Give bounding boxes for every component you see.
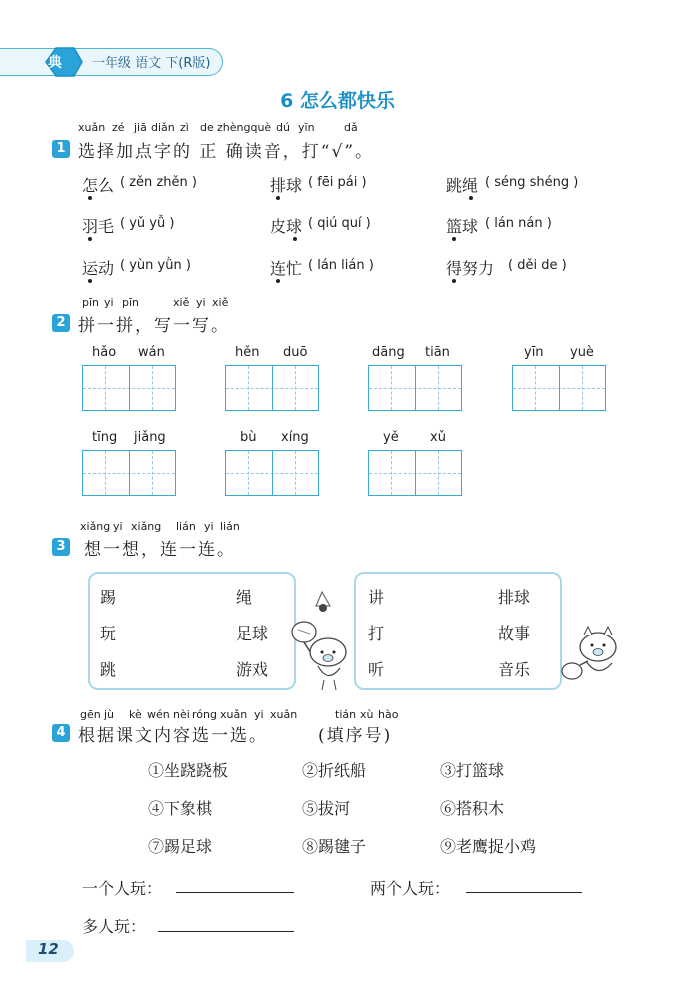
pinyin-label: jiǎng (134, 430, 166, 445)
q4-pinyin-10: tián (335, 708, 357, 721)
pinyin-label: yīn (524, 345, 544, 360)
q1-number-badge: 1 (52, 140, 70, 158)
q1-options: ( zěn zhěn ) (120, 175, 197, 190)
q1-word: 怎么 (82, 176, 115, 195)
q1-options: ( séng shéng ) (485, 175, 579, 190)
pinyin-label: xíng (281, 430, 309, 445)
q1-pinyin-5: zì (180, 121, 189, 134)
q1-pinyin-2: zé (112, 121, 125, 134)
blank-label-two-people: 两个人玩： (370, 879, 451, 898)
pinyin-label: dāng (372, 345, 405, 360)
match-word[interactable]: 讲 (368, 588, 385, 607)
q2-pinyin-1: pīn (82, 296, 100, 309)
q4-option: ④下象棋 (148, 799, 213, 818)
q2-pinyin-4: xiě (173, 296, 190, 309)
q1-pinyin-8: dú (276, 121, 290, 134)
answer-blank[interactable] (158, 931, 294, 932)
pinyin-label: hěn (235, 345, 260, 360)
match-panel-right (354, 572, 562, 690)
match-word[interactable]: 音乐 (498, 660, 531, 679)
blank-label-one-person: 一个人玩： (82, 879, 163, 898)
match-word[interactable]: 绳 (236, 588, 253, 607)
match-word[interactable]: 足球 (236, 624, 269, 643)
page-number-tab (26, 940, 74, 962)
blank-label-many-people: 多人玩： (82, 917, 147, 936)
q1-options: ( lán lián ) (308, 258, 374, 273)
pinyin-label: wán (138, 345, 165, 360)
q4-pinyin-11: xù (360, 708, 374, 721)
q4-option: ③打篮球 (440, 761, 505, 780)
q4-option: ⑨老鹰捉小鸡 (440, 837, 537, 856)
q2-pinyin-6: xiě (212, 296, 229, 309)
q4-option: ⑥搭积木 (440, 799, 505, 818)
q1-word: 篮球 (446, 217, 479, 236)
q1-pinyin-3: jiā (134, 121, 147, 134)
badminton-pig-icon (560, 625, 624, 685)
q2-pinyin-5: yi (196, 296, 206, 309)
q4-pinyin-4: wén (147, 708, 170, 721)
q2-pinyin-2: yi (104, 296, 114, 309)
q1-word: 皮球 (270, 217, 303, 236)
q1-word: 排球 (270, 176, 303, 195)
q4-pinyin-6: róng (192, 708, 217, 721)
q1-pinyin-9: yīn (298, 121, 315, 134)
q1-options: ( qiú quí ) (308, 216, 371, 231)
q4-pinyin-9: xuǎn (270, 708, 298, 721)
q3-pinyin-4: lián (176, 520, 196, 533)
q4-pinyin-2: jù (104, 708, 115, 721)
match-word[interactable]: 听 (368, 660, 385, 679)
answer-blank[interactable] (176, 892, 294, 893)
q1-pinyin-4: diǎn (151, 121, 175, 134)
q4-pinyin-8: yi (254, 708, 264, 721)
pinyin-label: tiān (425, 345, 450, 360)
q3-pinyin-5: yi (204, 520, 214, 533)
match-word[interactable]: 故事 (498, 624, 531, 643)
q1-pinyin-10: dǎ (344, 121, 358, 134)
q3-pinyin-1: xiǎng (80, 520, 111, 533)
q2-instruction: 拼一拼，写一写。 (78, 316, 230, 336)
q4-pinyin-5: nèi (173, 708, 190, 721)
q4-option: ①坐跷跷板 (148, 761, 229, 780)
book-label: 一年级 语文 下(R版) (92, 56, 211, 71)
q1-pinyin-7: zhèngquè (217, 121, 272, 134)
q4-pinyin-3: kè (129, 708, 142, 721)
pinyin-label: yě (383, 430, 399, 445)
q1-pinyin-6: de (200, 121, 214, 134)
writing-box[interactable] (225, 450, 319, 496)
q2-pinyin-3: pīn (122, 296, 140, 309)
q1-word: 羽毛 (82, 217, 115, 236)
badminton-pig-icon (284, 588, 348, 694)
emphasis-dot (276, 196, 280, 200)
pinyin-label: xǔ (430, 430, 446, 445)
emphasis-dot (276, 279, 280, 283)
match-word[interactable]: 玩 (100, 624, 117, 643)
q1-instruction: 选择加点字的 正 确读音，打“√”。 (78, 142, 375, 162)
writing-box[interactable] (82, 365, 176, 411)
q4-pinyin-7: xuǎn (220, 708, 248, 721)
logo-text: 典 (48, 55, 62, 71)
q3-pinyin-6: lián (220, 520, 240, 533)
pinyin-label: tīng (92, 430, 118, 445)
writing-box[interactable] (512, 365, 606, 411)
writing-box[interactable] (368, 450, 462, 496)
q3-pinyin-3: xiǎng (131, 520, 162, 533)
q4-note: (填序号) (318, 726, 393, 746)
pinyin-label: hǎo (92, 345, 117, 360)
match-word[interactable]: 踢 (100, 588, 117, 607)
q3-pinyin-2: yi (113, 520, 123, 533)
q1-word: 运动 (82, 259, 115, 278)
q4-number-badge: 4 (52, 724, 70, 742)
emphasis-dot (88, 279, 92, 283)
q1-word: 得努力 (446, 259, 495, 278)
q1-options: ( yǔ yǚ ) (120, 216, 175, 231)
match-word[interactable]: 打 (368, 624, 385, 643)
match-word[interactable]: 游戏 (236, 660, 269, 679)
q4-option: ⑤拔河 (302, 799, 351, 818)
q4-instruction: 根据课文内容选一选。 (78, 726, 268, 746)
writing-box[interactable] (368, 365, 462, 411)
q4-option: ②折纸船 (302, 761, 367, 780)
emphasis-dot (452, 279, 456, 283)
emphasis-dot (88, 237, 92, 241)
q1-word: 跳绳 (446, 176, 479, 195)
q3-number-badge: 3 (52, 538, 70, 556)
q3-instruction: 想一想，连一连。 (84, 540, 236, 560)
q4-pinyin-1: gēn (80, 708, 101, 721)
emphasis-dot (469, 196, 473, 200)
q1-options: ( yùn yǜn ) (120, 258, 191, 273)
writing-box[interactable] (225, 365, 319, 411)
q4-option: ⑦踢足球 (148, 837, 213, 856)
match-word[interactable]: 排球 (498, 588, 531, 607)
q4-option: ⑧踢毽子 (302, 837, 367, 856)
lesson-title: 6 怎么都快乐 (280, 90, 395, 112)
page-number: 12 (38, 940, 59, 958)
q1-pinyin-1: xuǎn (78, 121, 106, 134)
pinyin-label: yuè (570, 345, 594, 360)
q2-number-badge: 2 (52, 314, 70, 332)
q1-options: ( děi de ) (508, 258, 567, 273)
q1-word: 连忙 (270, 259, 303, 278)
writing-box[interactable] (82, 450, 176, 496)
q1-options: ( lán nán ) (485, 216, 552, 231)
emphasis-dot (88, 196, 92, 200)
answer-blank[interactable] (466, 892, 582, 893)
emphasis-dot (452, 237, 456, 241)
q4-pinyin-12: hào (378, 708, 399, 721)
emphasis-dot (293, 237, 297, 241)
pinyin-label: bù (240, 430, 257, 445)
pinyin-label: duō (283, 345, 308, 360)
match-word[interactable]: 跳 (100, 660, 117, 679)
q1-options: ( fēi pái ) (308, 175, 367, 190)
